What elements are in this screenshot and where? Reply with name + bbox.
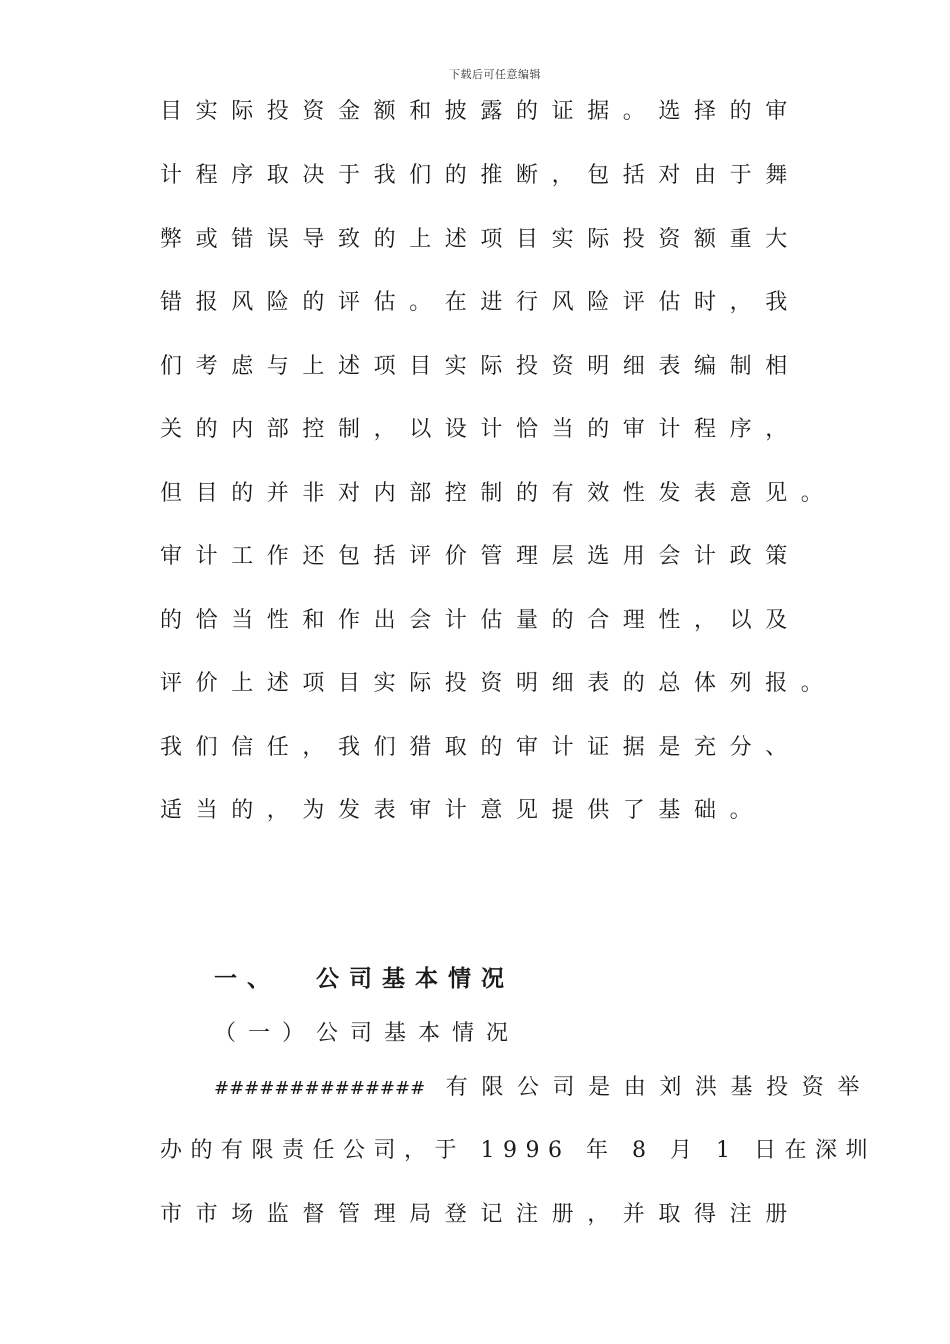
paragraph-line: 的恰当性和作出会计估量的合理性，以及 (160, 608, 801, 633)
paragraph-line: 关的内部控制，以设计恰当的审计程序， (160, 417, 801, 442)
paragraph-line: 市市场监督管理局登记注册，并取得注册 (160, 1202, 801, 1227)
paragraph-line: 计程序取决于我们的推断，包括对由于舞 (160, 163, 801, 188)
page-header-note: 下载后可任意编辑 (449, 68, 541, 81)
redacted-company-name: ############## (214, 1078, 426, 1099)
paragraph-line: 弊或错误导致的上述项目实际投资额重大 (160, 227, 801, 252)
section-number: 一、 (214, 965, 280, 992)
paragraph-line: 错报风险的评估。在进行风险评估时，我 (160, 290, 801, 315)
paragraph-line: 我们信任，我们猎取的审计证据是充分、 (160, 735, 801, 760)
paragraph-line: 适当的，为发表审计意见提供了基础。 (160, 798, 766, 823)
paragraph-line: 目实际投资金额和披露的证据。选择的审 (160, 99, 801, 124)
subsection-heading: （一）公司基本情况 (214, 1021, 521, 1046)
paragraph-line (214, 1072, 873, 1104)
paragraph-line: 评价上述项目实际投资明细表的总体列报。 (160, 671, 837, 696)
section-heading (214, 962, 514, 996)
paragraph-line: 审计工作还包括评价管理层选用会计政策 (160, 544, 801, 569)
paragraph-line: 办的有限责任公司，于 1996 年 8 月 1 日在深圳 (160, 1138, 876, 1163)
paragraph-line: 们考虑与上述项目实际投资明细表编制相 (160, 354, 801, 379)
paragraph-line: 但目的并非对内部控制的有效性发表意见。 (160, 481, 837, 506)
paragraph-text: 有限公司是由刘洪基投资举 (445, 1075, 873, 1100)
section-title: 公司基本情况 (316, 965, 514, 992)
